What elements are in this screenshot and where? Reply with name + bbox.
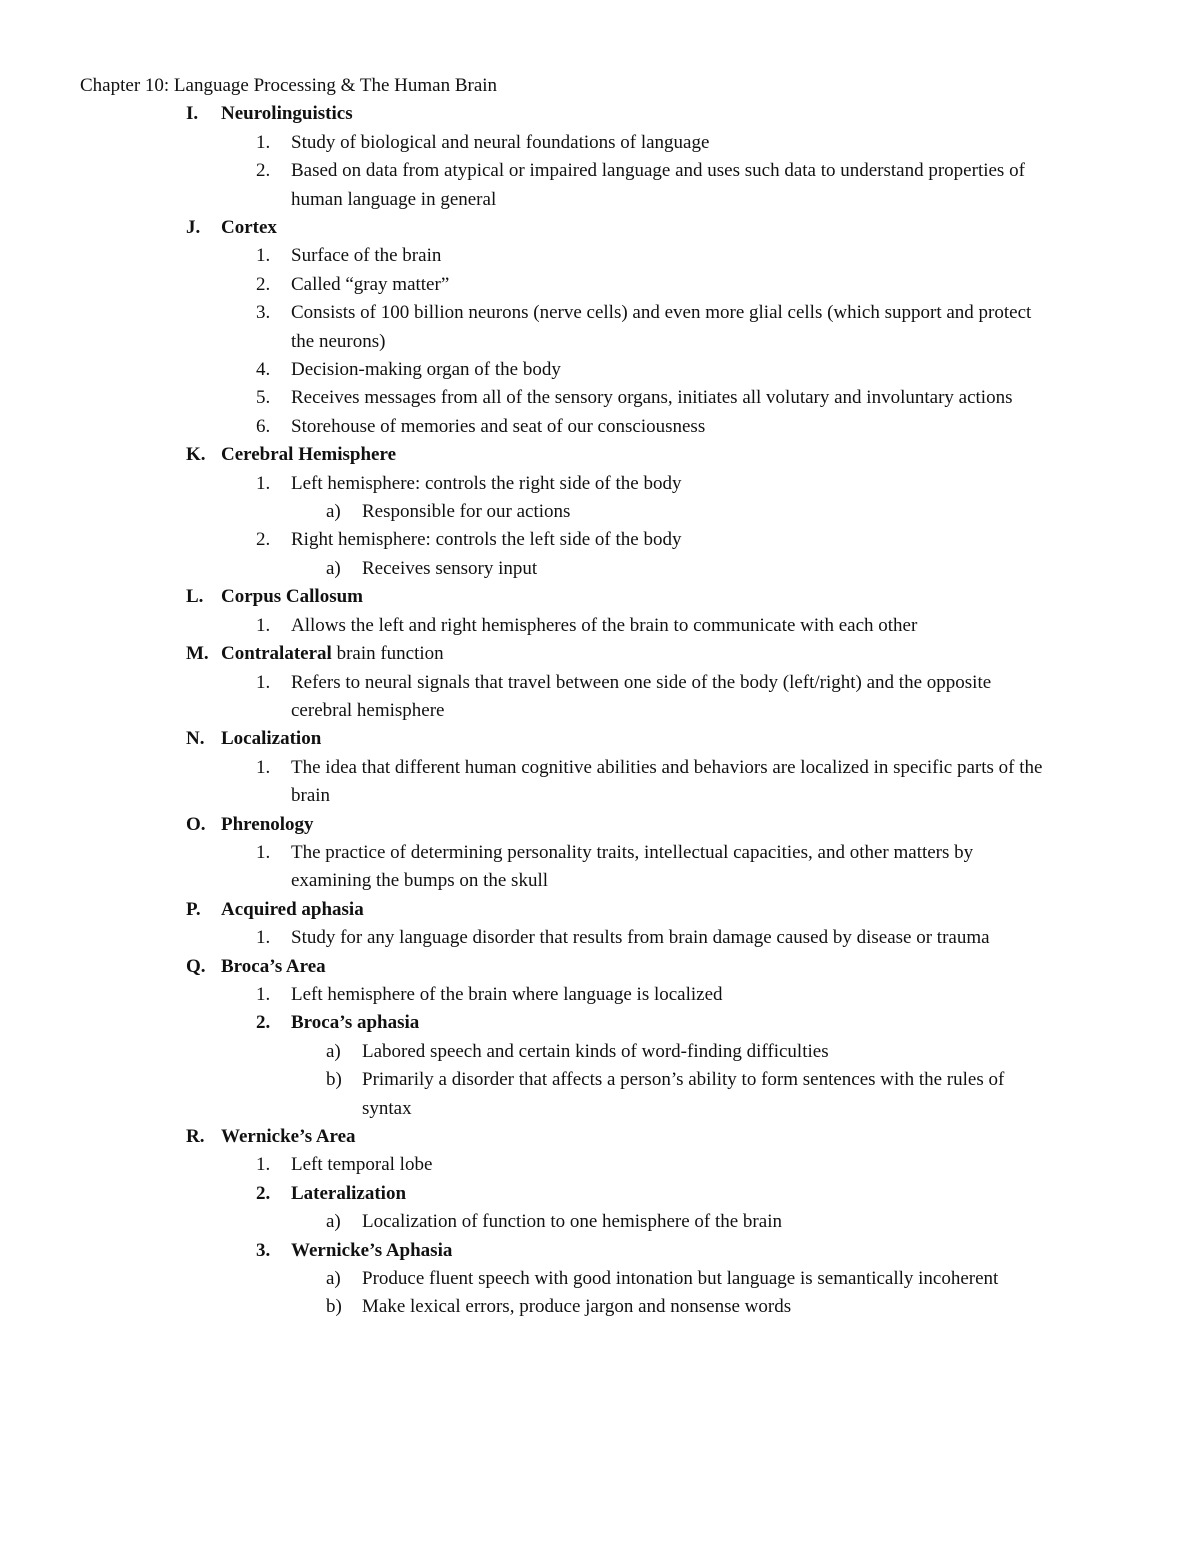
section-heading [0, 583, 1200, 611]
item-number: 1. [256, 983, 271, 1005]
sub-list-item [0, 555, 1042, 583]
sub-item-letter: a) [326, 501, 341, 523]
item-number: 2. [256, 1182, 271, 1204]
section-term: Wernicke’s Area [221, 1126, 356, 1148]
sub-item-text: Produce fluent speech with good intonation but language is semantically incoherent [362, 1268, 999, 1290]
list-item [0, 1151, 1051, 1179]
section-term: Localization [221, 728, 322, 750]
item-number: 2. [256, 160, 271, 182]
list-item [0, 924, 1051, 952]
item-text: Called “gray matter” [291, 273, 450, 295]
section-heading [0, 725, 1200, 753]
section-marker: P. [186, 898, 201, 920]
section-term-suffix: brain function [331, 643, 444, 665]
sub-list-item [0, 1293, 1042, 1321]
section-marker: O. [186, 813, 206, 835]
section-marker: R. [186, 1126, 205, 1148]
sub-list-item [0, 1208, 1042, 1236]
sub-item-text: Receives sensory input [362, 557, 538, 579]
sub-item-text: Make lexical errors, produce jargon and nonsense words [362, 1296, 792, 1318]
section-marker: M. [186, 643, 209, 665]
section-marker: I. [186, 103, 199, 125]
section-heading [0, 811, 1200, 839]
item-text: Refers to neural signals that travel between one side of the body (left/right) and the opposite cerebral hemisphere [291, 671, 992, 721]
item-number: 1. [256, 671, 271, 693]
sub-list-item [0, 1038, 1042, 1066]
item-number: 2. [256, 529, 271, 551]
list-item [0, 129, 1051, 157]
outline-section [0, 1123, 1200, 1322]
sub-item-letter: a) [326, 557, 341, 579]
list-item [0, 1237, 1051, 1265]
item-text: Based on data from atypical or impaired language and uses such data to understand properties of human language in general [291, 160, 1025, 210]
section-term: Cortex [221, 217, 277, 239]
item-number: 5. [256, 387, 271, 409]
list-item [0, 981, 1051, 1009]
list-item [0, 1180, 1051, 1208]
list-item [0, 612, 1051, 640]
item-text: Left hemisphere of the brain where language is localized [291, 983, 723, 1005]
section-term: Corpus Callosum [221, 586, 363, 608]
sub-item-letter: a) [326, 1040, 341, 1062]
section-heading [0, 896, 1200, 924]
item-number: 1. [256, 131, 271, 153]
sub-item-letter: a) [326, 1268, 341, 1290]
item-text: Left temporal lobe [291, 1154, 433, 1176]
sub-list-item [0, 1066, 1042, 1123]
list-item [0, 413, 1051, 441]
item-number: 2. [256, 273, 271, 295]
list-item [0, 669, 1051, 726]
list-item [0, 470, 1051, 498]
item-text: Lateralization [291, 1182, 407, 1204]
section-term: Acquired aphasia [221, 898, 364, 920]
item-number: 1. [256, 472, 271, 494]
item-text: Study of biological and neural foundations of language [291, 131, 710, 153]
section-marker: L. [186, 586, 204, 608]
outline-section [0, 640, 1200, 725]
outline-section [0, 214, 1200, 441]
item-number: 1. [256, 756, 271, 778]
outline-section [0, 583, 1200, 640]
item-text: Storehouse of memories and seat of our consciousness [291, 415, 706, 437]
sub-item-text: Labored speech and certain kinds of word-finding difficulties [362, 1040, 829, 1062]
section-heading [0, 100, 1200, 128]
list-item [0, 526, 1051, 554]
list-item [0, 157, 1051, 214]
item-text: Left hemisphere: controls the right side of the body [291, 472, 682, 494]
item-number: 1. [256, 245, 271, 267]
outline [0, 100, 1200, 1321]
section-term: Neurolinguistics [221, 103, 353, 125]
item-number: 4. [256, 359, 271, 381]
section-heading [0, 1123, 1200, 1151]
sub-item-text: Localization of function to one hemisphere of the brain [362, 1211, 782, 1233]
list-item [0, 754, 1051, 811]
item-number: 6. [256, 415, 271, 437]
list-item [0, 299, 1051, 356]
sub-item-text: Primarily a disorder that affects a person’s ability to form sentences with the rules of syntax [362, 1069, 1005, 1119]
item-text: Right hemisphere: controls the left side of the body [291, 529, 682, 551]
section-term: Broca’s Area [221, 955, 326, 977]
outline-section [0, 896, 1200, 953]
item-text: Receives messages from all of the sensory organs, initiates all volutary and involuntary actions [291, 387, 1013, 409]
sub-item-text: Responsible for our actions [362, 501, 571, 523]
outline-section [0, 441, 1200, 583]
item-text: Decision-making organ of the body [291, 359, 561, 381]
item-text: The practice of determining personality traits, intellectual capacities, and other matters by examining the bumps on the skull [291, 841, 974, 892]
item-text: Broca’s aphasia [291, 1012, 420, 1034]
section-marker: Q. [186, 955, 206, 977]
sub-item-letter: b) [326, 1296, 342, 1318]
list-item [0, 271, 1051, 299]
section-term: Phrenology [221, 813, 314, 835]
list-item [0, 356, 1051, 384]
outline-section [0, 725, 1200, 810]
item-text: Wernicke’s Aphasia [291, 1239, 453, 1261]
item-text: Allows the left and right hemispheres of the brain to communicate with each other [291, 614, 918, 636]
outline-section [0, 100, 1200, 214]
list-item [0, 1009, 1051, 1037]
item-number: 3. [256, 302, 271, 324]
section-term: Contralateral [221, 643, 332, 665]
item-number: 1. [256, 1154, 271, 1176]
item-text: The idea that different human cognitive abilities and behaviors are localized in specific parts of the brain [291, 756, 1043, 807]
outline-section [0, 953, 1200, 1123]
section-heading [0, 953, 1200, 981]
section-heading [0, 640, 1200, 668]
section-marker: J. [186, 217, 201, 239]
item-text: Surface of the brain [291, 245, 442, 267]
section-marker: N. [186, 728, 205, 750]
sub-item-letter: a) [326, 1211, 341, 1233]
sub-item-letter: b) [326, 1069, 342, 1091]
item-number: 1. [256, 614, 271, 636]
item-text: Study for any language disorder that results from brain damage caused by disease or trauma [291, 927, 990, 949]
document-title: Chapter 10: Language Processing & The Human Brain [80, 75, 498, 96]
list-item [0, 242, 1051, 270]
item-number: 1. [256, 841, 271, 863]
list-item [0, 839, 1051, 896]
item-text: Consists of 100 billion neurons (nerve cells) and even more glial cells (which support and protect the neurons) [291, 302, 1032, 352]
item-number: 3. [256, 1239, 271, 1261]
list-item [0, 384, 1051, 412]
sub-list-item [0, 1265, 1042, 1293]
item-number: 1. [256, 927, 271, 949]
section-marker: K. [186, 444, 206, 466]
sub-list-item [0, 498, 1042, 526]
outline-section [0, 811, 1200, 896]
section-term: Cerebral Hemisphere [221, 444, 397, 466]
section-heading [0, 214, 1200, 242]
section-heading [0, 441, 1200, 469]
item-number: 2. [256, 1012, 271, 1034]
